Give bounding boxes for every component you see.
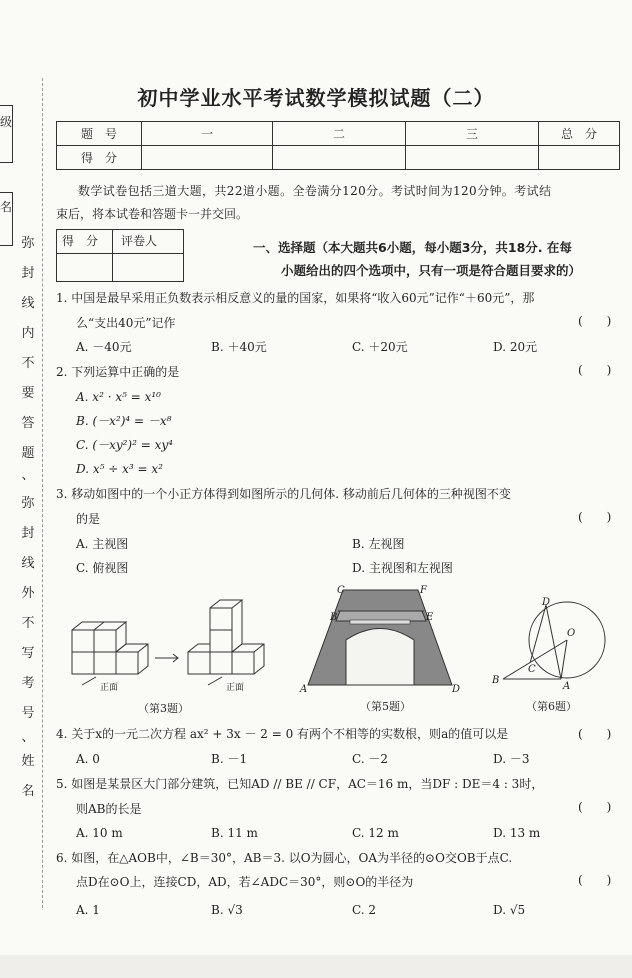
q6-option-a: A. 1 (76, 903, 100, 917)
q6-option-b: B. √3 (211, 903, 243, 917)
seal-char: 弥 (21, 236, 35, 251)
q3-option-d: D. 主视图和左视图 (352, 561, 453, 575)
figure-q5-label-f: F (420, 585, 427, 596)
q3-option-c: C. 俯视图 (76, 561, 129, 575)
score-header-3: 三 (406, 122, 539, 146)
score-row-label: 得 分 (57, 146, 142, 170)
seal-char: 内 (21, 326, 35, 341)
figure-q5 (300, 585, 470, 700)
q2-option-b: B. (－x²)⁴ = －x⁸ (76, 414, 172, 428)
q2-option-c: C. (－xy²)² = xy⁴ (76, 438, 173, 452)
q1-line-2: 么“支出40元”记作 (76, 316, 176, 330)
grader-score-label: 得 分 (62, 234, 99, 248)
q4-option-b: B. －1 (211, 752, 248, 766)
grader-divider-h (56, 253, 183, 254)
q1-option-a: A. －40元 (76, 340, 132, 354)
section-heading-1: 一、选择题（本大题共6小题，每小题3分，共18分. 在每 (253, 240, 572, 255)
seal-char: 名 (21, 784, 35, 799)
score-cell (406, 146, 539, 170)
grader-name-label: 评卷人 (121, 234, 158, 248)
q3-line-2: 的是 (76, 512, 101, 526)
q1-answer-paren: ( ) (578, 314, 612, 328)
seal-char: 封 (21, 266, 35, 281)
q5-line-2: 则AB的长是 (76, 802, 142, 816)
seal-char: 要 (21, 386, 35, 401)
q5-answer-paren: ( ) (578, 800, 612, 814)
figure-q5-label-a: A (300, 684, 308, 695)
score-cell (142, 146, 273, 170)
q3-front-label-right: 正面 (226, 683, 245, 693)
q3-option-a: A. 主视图 (76, 537, 129, 551)
figure-q5-label-d: D (452, 684, 461, 695)
q1-option-c: C. ＋20元 (352, 340, 408, 354)
q4-option-d: D. －3 (493, 752, 530, 766)
q4-option-a: A. 0 (76, 752, 100, 766)
seal-char: 写 (21, 646, 35, 661)
seal-char: 不 (21, 356, 35, 371)
score-header-2: 二 (273, 122, 406, 146)
grader-divider-v (112, 229, 113, 281)
figure-q6 (495, 595, 615, 695)
figure-q3 (60, 590, 280, 705)
seal-line (42, 78, 43, 908)
score-header-total: 总 分 (539, 122, 620, 146)
q2-stem: 2. 下列运算中正确的是 (56, 365, 180, 379)
seal-char: 、 (21, 468, 35, 483)
seal-char: 、 (21, 730, 35, 745)
q1-line-1: 1. 中国是最早采用正负数表示相反意义的量的国家，如果将“收入60元”记作“＋60元”，那 (56, 291, 535, 305)
q6-option-d: D. √5 (493, 903, 526, 917)
q5-line-1: 5. 如图是某景区大门部分建筑，已知AD // BE // CF，AC＝16 m，当DF : DE＝4 : 3时， (56, 777, 544, 791)
figure-q6-label-o: O (567, 628, 576, 639)
q3-option-b: B. 左视图 (352, 537, 405, 551)
q2-option-a: A. x² · x⁵ = x¹⁰ (76, 390, 161, 404)
q3-line-1: 3. 移动如图中的一个小正方体得到如图所示的几何体. 移动前后几何体的三种视图不变 (56, 487, 511, 501)
q5-option-a: A. 10 m (76, 826, 123, 840)
q6-line-2: 点D在⊙O上，连接CD，AD，若∠ADC＝30°，则⊙O的半径为 (76, 875, 414, 889)
seal-char: 不 (21, 616, 35, 631)
q4-answer-paren: ( ) (578, 727, 612, 741)
figure-q5-label-e: E (426, 612, 434, 623)
score-header-1: 一 (142, 122, 273, 146)
intro-line-2: 束后，将本试卷和答题卡一并交回。 (56, 207, 249, 221)
section-heading-2: 小题给出的四个选项中，只有一项是符合题目要求的） (281, 263, 582, 278)
seal-char: 答 (21, 416, 35, 431)
score-table (56, 121, 620, 170)
seal-char: 号 (21, 706, 35, 721)
seal-char: 题 (21, 446, 35, 461)
q1-option-d: D. 20元 (493, 340, 538, 354)
q6-line-1: 6. 如图，在△AOB中，∠B＝30°，AB＝3. 以O为圆心，OA为半径的⊙O交OB于点C. (56, 851, 513, 865)
figure-q6-label-c: C (528, 664, 536, 675)
intro-line-1: 数学试卷包括三道大题，共22道小题。全卷满分120分。考试时间为120分钟。考试结 (78, 184, 552, 198)
q5-option-b: B. 11 m (211, 826, 258, 840)
q1-option-b: B. ＋40元 (211, 340, 267, 354)
q3-front-label-left: 正面 (100, 683, 119, 693)
seal-char: 弥 (21, 496, 35, 511)
figure-q6-caption: （第6题） (526, 700, 577, 713)
figure-q5-label-c: C (337, 585, 345, 596)
margin-label-class: 级 (0, 115, 13, 129)
seal-char: 线 (21, 556, 35, 571)
q5-option-d: D. 13 m (493, 826, 541, 840)
figure-q5-label-b: B (330, 612, 338, 623)
q4-stem: 4. 关于x的一元二次方程 ax² + 3x － 2 = 0 有两个不相等的实数根，则a的值可以是 (56, 727, 509, 741)
score-cell (273, 146, 406, 170)
figure-q6-label-d: D (542, 597, 551, 608)
seal-char: 考 (21, 676, 35, 691)
figure-q5-caption: （第5题） (360, 700, 411, 713)
seal-char: 姓 (21, 754, 35, 769)
page-title: 初中学业水平考试数学模拟试题（二） (137, 86, 495, 110)
seal-char: 外 (21, 586, 35, 601)
q2-answer-paren: ( ) (578, 363, 612, 377)
q6-option-c: C. 2 (352, 903, 377, 917)
q4-option-c: C. －2 (352, 752, 389, 766)
margin-label-name: 名 (0, 200, 13, 214)
q3-answer-paren: ( ) (578, 510, 612, 524)
figure-q6-label-b: B (492, 675, 500, 686)
q5-option-c: C. 12 m (352, 826, 399, 840)
q6-answer-paren: ( ) (578, 873, 612, 887)
score-header-label: 题 号 (57, 122, 142, 146)
seal-char: 线 (21, 296, 35, 311)
score-cell (539, 146, 620, 170)
figure-q3-caption: （第3题） (138, 702, 189, 715)
figure-q6-label-a: A (563, 681, 571, 692)
margin-box-top (0, 105, 13, 163)
seal-char: 封 (21, 526, 35, 541)
q2-option-d: D. x⁵ ÷ x³ = x² (76, 462, 163, 476)
